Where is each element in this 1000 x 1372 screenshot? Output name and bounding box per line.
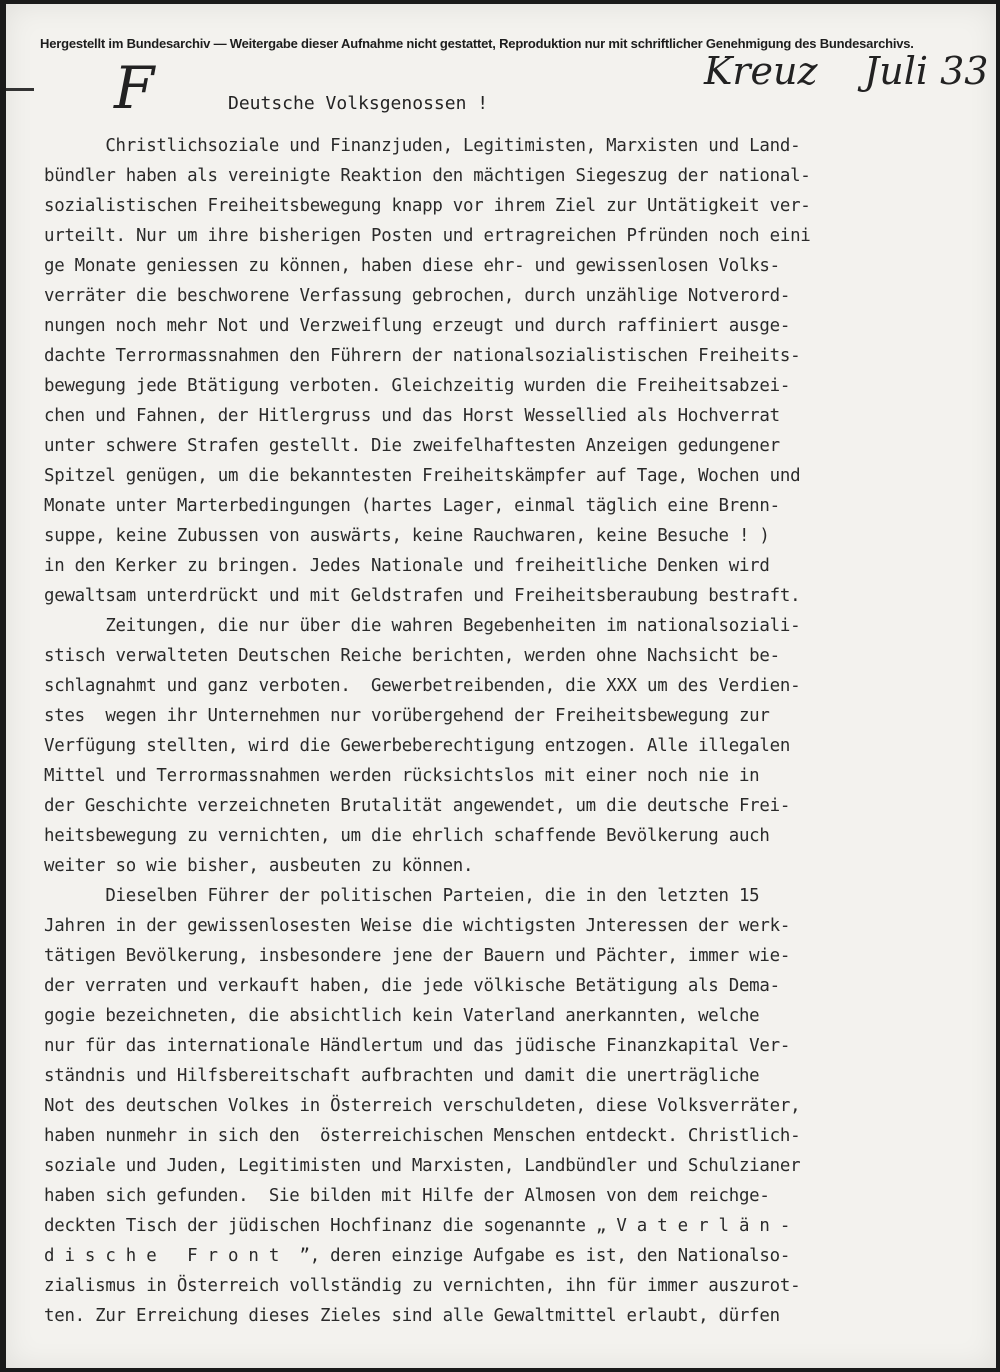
text-line: zialismus in Österreich vollständig zu vernichten, ihn für immer auszurot- bbox=[44, 1276, 801, 1296]
text-line: sozialistischen Freiheitsbewegung knapp vor ihrem Ziel zur Untätigkeit ver- bbox=[44, 196, 811, 216]
text-line: ge Monate geniessen zu können, haben diese ehr- und gewissenlosen Volks- bbox=[44, 256, 780, 276]
text-line: d i s c h e F r o n t ”, deren einzige Aufgabe es ist, den Nationalso- bbox=[44, 1246, 791, 1266]
text-line: stisch verwalteten Deutschen Reiche berichten, werden ohne Nachsicht be- bbox=[44, 646, 780, 666]
text-line: Christlichsoziale und Finanzjuden, Legitimisten, Marxisten und Land- bbox=[44, 136, 801, 156]
text-line: ständnis und Hilfsbereitschaft aufbrachten und damit die unerträgliche bbox=[44, 1066, 760, 1086]
text-line: tätigen Bevölkerung, insbesondere jene der Bauern und Pächter, immer wie- bbox=[44, 946, 791, 966]
text-line: bündler haben als vereinigte Reaktion den mächtigen Siegeszug der national- bbox=[44, 166, 811, 186]
text-line: suppe, keine Zubussen von auswärts, keine Rauchwaren, keine Besuche ! ) bbox=[44, 526, 770, 546]
text-line: urteilt. Nur um ihre bisherigen Posten und ertragreichen Pfründen noch eini bbox=[44, 226, 811, 246]
text-line: bewegung jede Btätigung verboten. Gleichzeitig wurden die Freiheitsabzei- bbox=[44, 376, 791, 396]
text-line: unter schwere Strafen gestellt. Die zweifelhaftesten Anzeigen gedungener bbox=[44, 436, 780, 456]
handwritten-letter: F bbox=[114, 54, 155, 122]
text-line: haben nunmehr in sich den österreichischen Menschen entdeckt. Christlich- bbox=[44, 1126, 801, 1146]
document-heading: Deutsche Volksgenossen ! bbox=[228, 93, 489, 114]
text-line: Verfügung stellten, wird die Gewerbeberechtigung entzogen. Alle illegalen bbox=[44, 736, 791, 756]
text-line: Zeitungen, die nur über die wahren Begebenheiten im nationalsoziali- bbox=[44, 616, 801, 636]
text-line: ten. Zur Erreichung dieses Zieles sind alle Gewaltmittel erlaubt, dürfen bbox=[44, 1306, 780, 1326]
handwritten-place: Kreuz bbox=[704, 49, 818, 93]
document-page bbox=[6, 4, 996, 1368]
text-line: Mittel und Terrormassnahmen werden rücksichtslos mit einer noch nie in bbox=[44, 766, 760, 786]
text-line: Jahren in der gewissenlosesten Weise die wichtigsten Jnteressen der werk- bbox=[44, 916, 791, 936]
text-line: dachte Terrormassnahmen den Führern der nationalsozialistischen Freiheits- bbox=[44, 346, 801, 366]
text-line: haben sich gefunden. Sie bilden mit Hilfe der Almosen von dem reichge- bbox=[44, 1186, 770, 1206]
text-line: soziale und Juden, Legitimisten und Marxisten, Landbündler und Schulzianer bbox=[44, 1156, 801, 1176]
text-line: Monate unter Marterbedingungen (hartes Lager, einmal täglich eine Brenn- bbox=[44, 496, 780, 516]
text-line: Dieselben Führer der politischen Parteien, die in den letzten 15 bbox=[44, 886, 760, 906]
text-line: deckten Tisch der jüdischen Hochfinanz die sogenannte „ V a t e r l ä n - bbox=[44, 1216, 791, 1236]
handwritten-date: Juli 33 bbox=[864, 49, 989, 93]
text-line: Spitzel genügen, um die bekanntesten Freiheitskämpfer auf Tage, Wochen und bbox=[44, 466, 801, 486]
archive-stamp: Hergestellt im Bundesarchiv — Weitergabe dieser Aufnahme nicht gestattet, Reproduktion nur mit schriftlicher Genehmigung des Bundesarchivs. bbox=[40, 36, 914, 51]
text-line: gewaltsam unterdrückt und mit Geldstrafen und Freiheitsberaubung bestraft. bbox=[44, 586, 801, 606]
document-body bbox=[44, 131, 984, 1331]
text-line: der verraten und verkauft haben, die jede völkische Betätigung als Dema- bbox=[44, 976, 780, 996]
text-line: in den Kerker zu bringen. Jedes Nationale und freiheitliche Denken wird bbox=[44, 556, 770, 576]
text-line: weiter so wie bisher, ausbeuten zu können. bbox=[44, 856, 474, 876]
text-line: verräter die beschworene Verfassung gebrochen, durch unzählige Notverord- bbox=[44, 286, 791, 306]
text-line: nungen noch mehr Not und Verzweiflung erzeugt und durch raffiniert ausge- bbox=[44, 316, 791, 336]
text-line: heitsbewegung zu vernichten, um die ehrlich schaffende Bevölkerung auch bbox=[44, 826, 770, 846]
text-line: schlagnahmt und ganz verboten. Gewerbetreibenden, die XXX um des Verdien- bbox=[44, 676, 801, 696]
text-line: nur für das internationale Händlertum und das jüdische Finanzkapital Ver- bbox=[44, 1036, 791, 1056]
text-line: gogie bezeichneten, die absichtlich kein Vaterland anerkannten, welche bbox=[44, 1006, 760, 1026]
text-line: der Geschichte verzeichneten Brutalität angewendet, um die deutsche Frei- bbox=[44, 796, 791, 816]
text-line: stes wegen ihr Unternehmen nur vorübergehend der Freiheitsbewegung zur bbox=[44, 706, 770, 726]
text-line: Not des deutschen Volkes in Österreich verschuldeten, diese Volksverräter, bbox=[44, 1096, 801, 1116]
edge-mark bbox=[6, 88, 34, 91]
text-line: chen und Fahnen, der Hitlergruss und das Horst Wessellied als Hochverrat bbox=[44, 406, 780, 426]
